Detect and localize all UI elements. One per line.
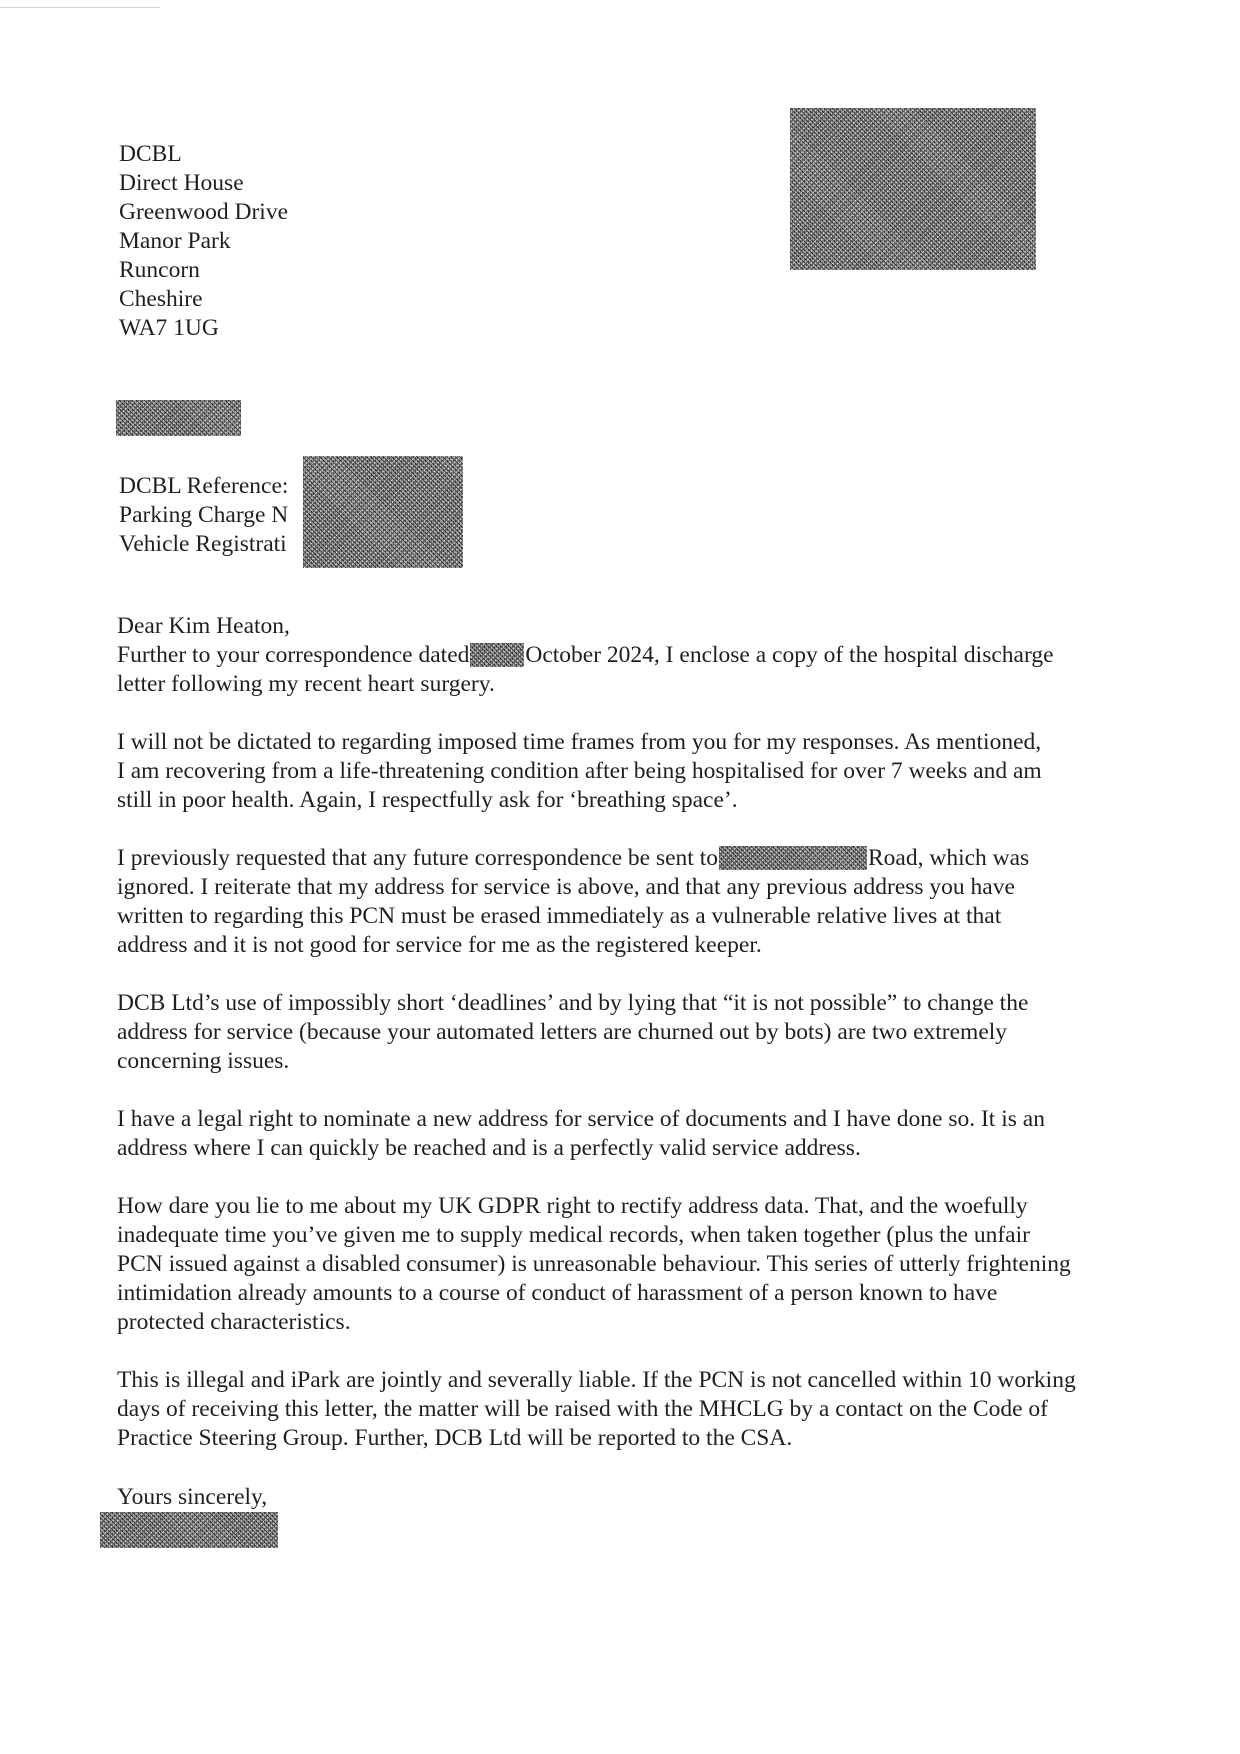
paragraph-line: inadequate time you’ve given me to supply medical records, when taken together (plus the unfair [117, 1222, 1030, 1248]
address-line: Cheshire [119, 286, 203, 312]
address-line: DCBL [119, 141, 182, 167]
paragraph-line: I will not be dictated to regarding imposed time frames from you for my responses. As mentioned, [117, 729, 1042, 755]
paragraph-4 [117, 989, 1117, 1076]
paragraph-line: intimidation already amounts to a course of conduct of harassment of a person known to have [117, 1280, 998, 1306]
paragraph-5 [117, 1105, 1117, 1163]
text-segment: Road, which was [868, 845, 1030, 871]
paragraph-line: letter following my recent heart surgery. [117, 671, 495, 697]
paragraph-line: address and it is not good for service for me as the registered keeper. [117, 932, 762, 958]
address-line: Greenwood Drive [119, 199, 289, 225]
address-line: Direct House [119, 170, 244, 196]
paragraph-line [117, 641, 1117, 670]
paragraph-line: still in poor health. Again, I respectfully ask for ‘breathing space’. [117, 787, 738, 813]
paragraph-line: I am recovering from a life-threatening condition after being hospitalised for over 7 weeks and am [117, 758, 1042, 784]
closing: Yours sincerely, [117, 1484, 268, 1510]
redacted-sender-address [790, 108, 1036, 270]
letter-body [117, 612, 1117, 1482]
address-line: Manor Park [119, 228, 231, 254]
redacted-reference-values [303, 456, 463, 568]
recipient-address [119, 140, 288, 343]
paragraph-line: Practice Steering Group. Further, DCB Ltd will be reported to the CSA. [117, 1425, 793, 1451]
paragraph-2 [117, 728, 1117, 815]
salutation: Dear Kim Heaton, [117, 613, 290, 639]
paragraph-line: I have a legal right to nominate a new address for service of documents and I have done so. It is an [117, 1106, 1045, 1132]
paragraph-line: DCB Ltd’s use of impossibly short ‘deadlines’ and by lying that “it is not possible” to change the [117, 990, 1029, 1016]
paragraph-line: concerning issues. [117, 1048, 290, 1074]
paragraph-line: ignored. I reiterate that my address for service is above, and that any previous address you have [117, 874, 1015, 900]
paragraph-line: This is illegal and iPark are jointly and severally liable. If the PCN is not cancelled within 10 working [117, 1367, 1076, 1393]
pcn-label: Parking Charge N [119, 502, 289, 528]
paragraph-6 [117, 1192, 1117, 1337]
vehicle-registration-label: Vehicle Registrati [119, 531, 287, 557]
paragraph-line: PCN issued against a disabled consumer) is unreasonable behaviour. This series of utterly frightening [117, 1251, 1071, 1277]
paragraph-line: address for service (because your automated letters are churned out by bots) are two extremely [117, 1019, 1008, 1045]
text-segment: I previously requested that any future correspondence be sent to [117, 845, 718, 871]
closing-block [117, 1483, 267, 1512]
paragraph-line: protected characteristics. [117, 1309, 351, 1335]
paragraph-3 [117, 844, 1117, 960]
dcbl-reference-label: DCBL Reference: [119, 473, 289, 499]
paragraph-line: days of receiving this letter, the matter will be raised with the MHCLG by a contact on the Code of [117, 1396, 1048, 1422]
text-segment: Further to your correspondence dated [117, 642, 470, 668]
address-line: Runcorn [119, 257, 200, 283]
paragraph-line: address where I can quickly be reached and is a perfectly valid service address. [117, 1135, 861, 1161]
paragraph-line: written to regarding this PCN must be erased immediately as a vulnerable relative lives at that [117, 903, 1002, 929]
redacted-street [719, 846, 867, 870]
paragraph-7 [117, 1366, 1117, 1453]
scan-edge-line [0, 7, 160, 8]
paragraph-1 [117, 641, 1117, 699]
redacted-day [470, 643, 524, 667]
paragraph-line [117, 844, 1117, 873]
redacted-date [116, 400, 241, 436]
reference-block [119, 472, 288, 559]
address-line: WA7 1UG [119, 315, 219, 341]
redacted-signature [100, 1512, 278, 1548]
text-segment: October 2024, I enclose a copy of the hospital discharge [525, 642, 1054, 668]
paragraph-line: How dare you lie to me about my UK GDPR right to rectify address data. That, and the woefully [117, 1193, 1028, 1219]
